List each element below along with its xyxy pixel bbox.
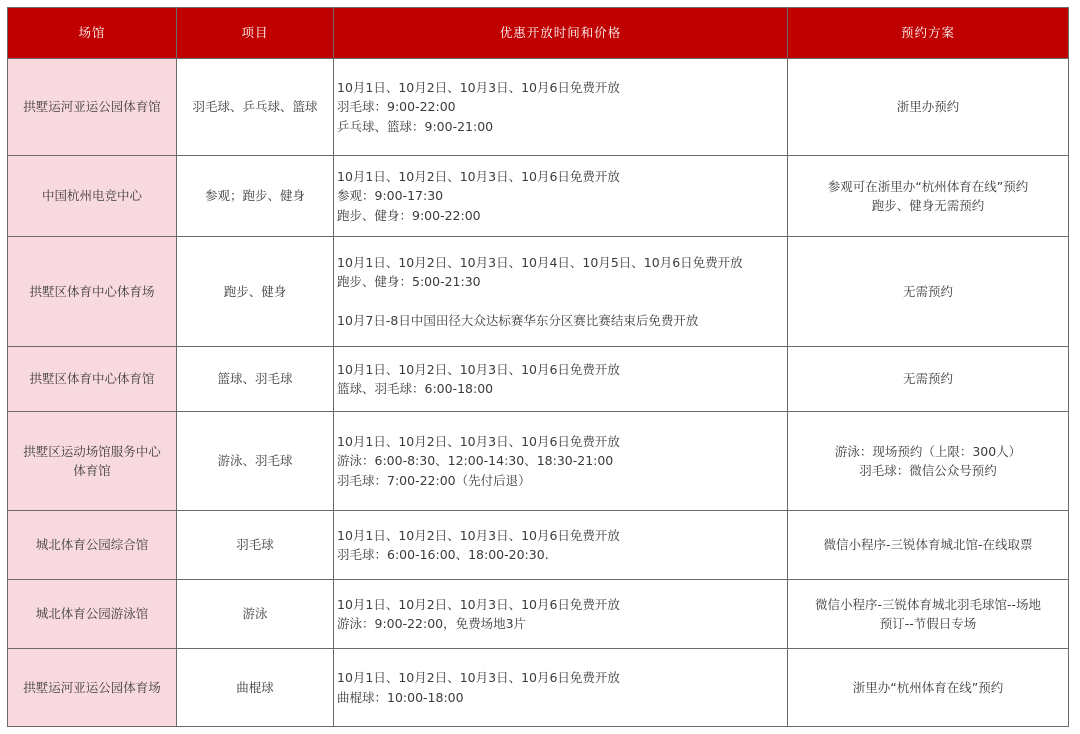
table-row — [8, 511, 1069, 580]
booking-line: 无需预约 — [902, 371, 953, 387]
hours-cell — [334, 511, 788, 580]
item-cell: 羽毛球 — [177, 511, 334, 580]
hours-cell — [334, 649, 788, 727]
hours-line: 10月1日、10月2日、10月3日、10月4日、10月5日、10月6日免费开放 — [337, 254, 743, 270]
hours-line: 10月1日、10月2日、10月3日、10月6日免费开放 — [337, 433, 620, 449]
hours-cell — [334, 59, 788, 156]
venue-cell: 拱墅区体育中心体育馆 — [8, 347, 177, 412]
venue-cell: 城北体育公园综合馆 — [8, 511, 177, 580]
header-booking: 预约方案 — [788, 8, 1069, 59]
venue-cell: 城北体育公园游泳馆 — [8, 580, 177, 649]
item-cell: 跑步、健身 — [177, 237, 334, 347]
venue-cell: 中国杭州电竞中心 — [8, 156, 177, 237]
hours-note: 10月7日-8日中国田径大众达标赛华东分区赛比赛结束后免费开放 — [337, 312, 699, 328]
booking-cell — [788, 156, 1069, 237]
hours-line: 羽毛球：6:00-16:00、18:00-20:30. — [337, 547, 549, 562]
hours-line: 10月1日、10月2日、10月3日、10月6日免费开放 — [337, 670, 620, 685]
venue-cell: 拱墅运河亚运公园体育馆 — [8, 59, 177, 156]
booking-line: 预订--节假日专场 — [879, 616, 977, 631]
hours-cell — [334, 412, 788, 511]
hours-cell — [334, 156, 788, 237]
booking-line: 参观可在浙里办“杭州体育在线”预约 — [827, 178, 1029, 194]
hours-line: 乒乓球、篮球：9:00-21:00 — [337, 118, 494, 134]
item-cell: 游泳、羽毛球 — [177, 412, 334, 511]
hours-line: 参观：9:00-17:30 — [337, 188, 444, 204]
table-header-row — [8, 8, 1069, 59]
hours-cell — [334, 580, 788, 649]
hours-cell — [334, 347, 788, 412]
hours-line: 曲棍球：10:00-18:00 — [337, 689, 464, 705]
item-cell: 参观；跑步、健身 — [177, 156, 334, 237]
booking-line: 浙里办预约 — [896, 99, 960, 115]
booking-cell — [788, 649, 1069, 727]
booking-cell — [788, 580, 1069, 649]
hours-line: 10月1日、10月2日、10月3日、10月6日免费开放 — [337, 596, 620, 612]
header-item: 项目 — [177, 8, 334, 59]
header-venue: 场馆 — [8, 8, 177, 59]
hours-line: 10月1日、10月2日、10月3日、10月6日免费开放 — [337, 168, 620, 184]
hours-line: 羽毛球：7:00-22:00（先付后退） — [337, 472, 531, 488]
table-row — [8, 580, 1069, 649]
hours-line: 游泳：6:00-8:30、12:00-14:30、18:30-21:00 — [337, 453, 614, 469]
venue-cell — [8, 412, 177, 511]
hours-line: 羽毛球：9:00-22:00 — [337, 99, 456, 115]
booking-cell — [788, 511, 1069, 580]
table-row — [8, 649, 1069, 727]
booking-cell — [788, 59, 1069, 156]
booking-line: 微信小程序-三锐体育城北馆-在线取票 — [823, 537, 1033, 553]
booking-line: 无需预约 — [902, 283, 953, 299]
hours-line: 游泳：9:00-22:00，免费场地3片 — [337, 616, 527, 631]
hours-line: 跑步、健身：5:00-21:30 — [337, 274, 481, 290]
hours-line: 篮球、羽毛球：6:00-18:00 — [337, 381, 494, 396]
venue-line: 拱墅区运动场馆服务中心 — [23, 443, 161, 459]
booking-line: 游泳：现场预约（上限：300人） — [834, 443, 1022, 459]
booking-line: 微信小程序-三锐体育城北羽毛球馆--场地 — [814, 596, 1042, 612]
item-cell: 篮球、羽毛球 — [177, 347, 334, 412]
booking-cell — [788, 412, 1069, 511]
hours-line: 10月1日、10月2日、10月3日、10月6日免费开放 — [337, 79, 620, 95]
item-cell: 羽毛球、乒乓球、篮球 — [177, 59, 334, 156]
header-hours: 优惠开放时间和价格 — [334, 8, 788, 59]
venue-cell: 拱墅区体育中心体育场 — [8, 237, 177, 347]
item-cell: 游泳 — [177, 580, 334, 649]
table-row — [8, 412, 1069, 511]
venue-line: 体育馆 — [73, 463, 111, 478]
booking-line: 羽毛球：微信公众号预约 — [859, 463, 997, 478]
booking-line: 浙里办“杭州体育在线”预约 — [852, 679, 1004, 695]
table-row — [8, 59, 1069, 156]
table-row — [8, 237, 1069, 347]
hours-cell — [334, 237, 788, 347]
table-row — [8, 156, 1069, 237]
venue-schedule-table — [7, 7, 1069, 727]
line-spacer — [337, 292, 787, 311]
booking-line: 跑步、健身无需预约 — [871, 198, 985, 213]
booking-cell — [788, 347, 1069, 412]
hours-line: 跑步、健身：9:00-22:00 — [337, 207, 481, 223]
item-cell: 曲棍球 — [177, 649, 334, 727]
hours-line: 10月1日、10月2日、10月3日、10月6日免费开放 — [337, 361, 620, 377]
table-row — [8, 347, 1069, 412]
booking-cell — [788, 237, 1069, 347]
venue-cell: 拱墅运河亚运公园体育场 — [8, 649, 177, 727]
hours-line: 10月1日、10月2日、10月3日、10月6日免费开放 — [337, 527, 620, 543]
